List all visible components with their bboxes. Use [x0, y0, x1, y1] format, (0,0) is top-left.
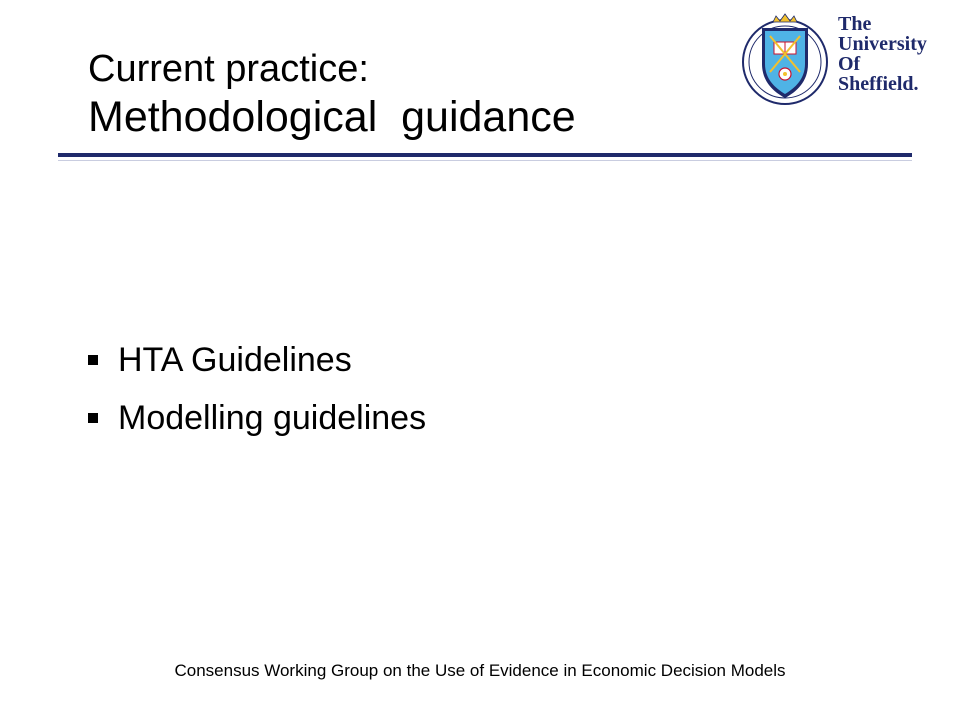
bullet-text: HTA Guidelines — [118, 341, 352, 379]
title-block — [88, 46, 728, 142]
logo-text-line: Sheffield. — [838, 73, 919, 95]
list-item — [88, 398, 426, 438]
logo-text-line: University — [838, 33, 927, 55]
list-item — [88, 340, 426, 380]
slide-title-line1: Current practice: — [88, 48, 369, 90]
university-crest-icon — [740, 12, 830, 108]
slide-footer: Consensus Working Group on the Use of Evidence in Economic Decision Models — [174, 661, 786, 680]
title-underline-thin — [58, 160, 912, 161]
square-bullet-icon — [88, 355, 98, 365]
bullet-list — [88, 340, 426, 456]
university-logo-text — [838, 14, 927, 94]
university-logo — [740, 12, 940, 108]
title-underline — [58, 153, 912, 157]
slide-title-line2: Methodological guidance — [88, 93, 576, 141]
square-bullet-icon — [88, 413, 98, 423]
logo-text-line: The — [838, 13, 872, 35]
bullet-text: Modelling guidelines — [118, 399, 427, 437]
logo-text-line: Of — [838, 53, 861, 75]
